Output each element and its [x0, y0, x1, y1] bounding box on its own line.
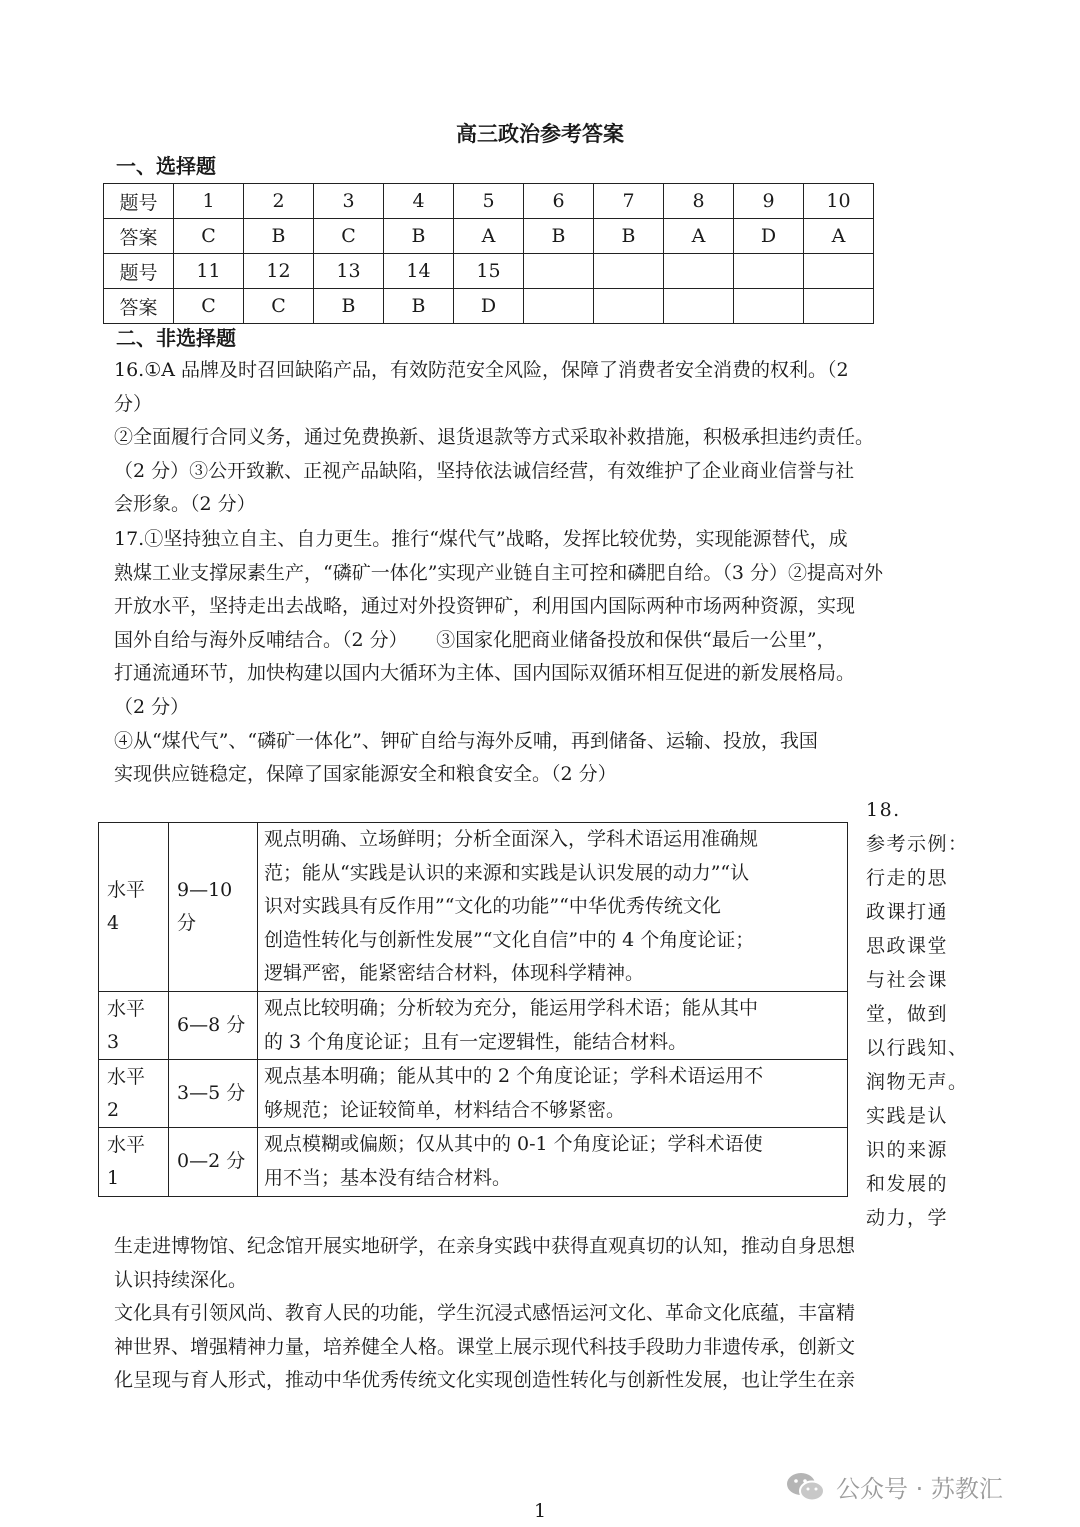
table-cell: C	[244, 289, 314, 324]
text-line: （2 分）	[114, 695, 190, 718]
table-cell: B	[594, 219, 664, 254]
page-number: 1	[533, 1500, 547, 1522]
text-line: 生走进博物馆、纪念馆开展实地研学，在亲身实践中获得直观真切的认知，推动自身思想	[114, 1235, 856, 1257]
text-line: 动力，学	[866, 1207, 949, 1229]
rubric-score: 6—8 分	[169, 991, 258, 1059]
row-header: 题号	[104, 254, 174, 289]
text-line: 行走的思	[866, 867, 949, 889]
text-line: 认识持续深化。	[114, 1268, 248, 1291]
text-line: 熟煤工业支撑尿素生产，“磷矿一体化”实现产业链自主可控和磷肥自给。（3 分）②提高对外	[114, 561, 884, 584]
question-16-answer	[114, 354, 974, 522]
table-cell: B	[384, 289, 454, 324]
rubric-level: 水平 2	[99, 1060, 169, 1128]
row-header: 答案	[104, 289, 174, 324]
table-cell	[664, 289, 734, 324]
text-line: 堂，做到	[866, 1003, 949, 1025]
text-line: ④从“煤代气”、“磷矿一体化”、钾矿自给与海外反哺，再到储备、运输、投放，我国	[114, 729, 818, 752]
table-cell: A	[454, 219, 524, 254]
table-cell: 4	[384, 184, 454, 219]
text-line: 16.①A 品牌及时召回缺陷产品，有效防范安全风险，保障了消费者安全消费的权利。（2	[114, 359, 849, 381]
rubric-score: 0—2 分	[169, 1128, 258, 1196]
table-cell: 14	[384, 254, 454, 289]
row-header: 题号	[104, 184, 174, 219]
rubric-row	[99, 1128, 848, 1196]
table-cell: 3	[314, 184, 384, 219]
table-cell: 7	[594, 184, 664, 219]
table-cell: 8	[664, 184, 734, 219]
text-line: 神世界、增强精神力量，培养健全人格。课堂上展示现代科技手段助力非遗传承，创新文	[114, 1335, 856, 1358]
table-cell	[594, 289, 664, 324]
text-line: 实践是认	[866, 1105, 949, 1127]
text-line: 识的来源	[866, 1139, 949, 1161]
rubric-score: 3—5 分	[169, 1060, 258, 1128]
table-cell	[734, 289, 804, 324]
table-cell: 13	[314, 254, 384, 289]
table-cell	[804, 289, 874, 324]
rubric-row	[99, 1060, 848, 1128]
scoring-rubric-table	[98, 822, 848, 1197]
table-cell: D	[454, 289, 524, 324]
text-line: 以行践知、	[866, 1037, 969, 1059]
table-cell: C	[174, 219, 244, 254]
table-cell: B	[524, 219, 594, 254]
rubric-row	[99, 991, 848, 1059]
text-line: 参考示例：	[866, 833, 969, 855]
table-cell: B	[244, 219, 314, 254]
text-line: 分）	[114, 392, 153, 415]
text-line: 实现供应链稳定，保障了国家能源安全和粮食安全。（2 分）	[114, 763, 617, 786]
text-line: 打通流通环节，加快构建以国内大循环为主体、国内国际双循环相互促进的新发展格局。	[114, 662, 856, 685]
rubric-description: 观点明确、立场鲜明；分析全面深入，学科术语运用准确规 范；能从“实践是认识的来源和实践是认识发展的动力”“认 识对实践具有反作用”“文化的功能”“中华优秀传统文化 创造性转化与创新性发展”“文化自信”中的 4 个角度论证； 逻辑严密，能紧密结合材料，体现科学精神。	[258, 823, 848, 992]
table-cell: B	[384, 219, 454, 254]
table-row	[104, 289, 874, 324]
rubric-description: 观点比较明确；分析较为充分，能运用学科术语；能从其中 的 3 个角度论证；且有一定逻辑性，能结合材料。	[258, 991, 848, 1059]
rubric-description: 观点模糊或偏颇；仅从其中的 0-1 个角度论证；学科术语使 用不当；基本没有结合材料。	[258, 1128, 848, 1196]
text-line: 化呈现与育人形式，推动中华优秀传统文化实现创造性转化与创新性发展，也让学生在亲	[114, 1369, 856, 1392]
table-cell: 9	[734, 184, 804, 219]
table-cell: 5	[454, 184, 524, 219]
table-cell: A	[804, 219, 874, 254]
answer-table	[103, 183, 874, 324]
text-line: （2 分）③公开致歉、正视产品缺陷，坚持依法诚信经营，有效维护了企业商业信誉与社	[114, 459, 855, 482]
rubric-description: 观点基本明确；能从其中的 2 个角度论证；学科术语运用不 够规范；论证较简单，材料结合不够紧密。	[258, 1060, 848, 1128]
table-cell	[594, 254, 664, 289]
table-cell	[524, 289, 594, 324]
text-line: 18.	[866, 799, 901, 821]
table-cell: 15	[454, 254, 524, 289]
rubric-row	[99, 823, 848, 992]
rubric-score: 9—10 分	[169, 823, 258, 992]
row-header: 答案	[104, 219, 174, 254]
table-row	[104, 184, 874, 219]
table-cell: B	[314, 289, 384, 324]
text-line: ②全面履行合同义务，通过免费换新、退货退款等方式采取补救措施，积极承担违约责任。	[114, 426, 875, 449]
table-cell	[664, 254, 734, 289]
text-line: 与社会课	[866, 969, 949, 991]
table-row	[104, 219, 874, 254]
table-row	[104, 254, 874, 289]
table-cell: 6	[524, 184, 594, 219]
text-line: 会形象。（2 分）	[114, 493, 256, 516]
table-cell: A	[664, 219, 734, 254]
rubric-level: 水平 4	[99, 823, 169, 992]
text-line: 开放水平，坚持走出去战略，通过对外投资钾矿，利用国内国际两种市场两种资源，实现	[114, 595, 856, 618]
section-heading-choice: 一、选择题	[116, 154, 216, 178]
text-line: 17.①坚持独立自主、自力更生。推行“煤代气”战略，发挥比较优势，实现能源替代，成	[114, 528, 848, 550]
text-line: 思政课堂	[866, 935, 949, 957]
text-line: 和发展的	[866, 1173, 949, 1195]
table-cell	[734, 254, 804, 289]
table-cell: 12	[244, 254, 314, 289]
table-cell: C	[314, 219, 384, 254]
section-heading-nonchoice: 二、非选择题	[116, 326, 236, 350]
text-line: 润物无声。	[866, 1071, 969, 1093]
question-17-answer	[114, 523, 974, 792]
text-line: 政课打通	[866, 901, 949, 923]
table-cell: 2	[244, 184, 314, 219]
table-cell: D	[734, 219, 804, 254]
table-cell: 10	[804, 184, 874, 219]
watermark-text: 公众号 · 苏教汇	[836, 1475, 1003, 1503]
rubric-level: 水平 3	[99, 991, 169, 1059]
question-18-answer	[114, 1230, 974, 1398]
table-cell: 1	[174, 184, 244, 219]
table-cell: C	[174, 289, 244, 324]
text-line: 国外自给与海外反哺结合。（2 分） ③国家化肥商业储备投放和保供“最后一公里”，	[114, 628, 836, 651]
question-18-side-text	[866, 793, 969, 1235]
table-cell	[804, 254, 874, 289]
rubric-level: 水平 1	[99, 1128, 169, 1196]
table-cell	[524, 254, 594, 289]
text-line: 文化具有引领风尚、教育人民的功能，学生沉浸式感悟运河文化、革命文化底蕴，丰富精	[114, 1302, 856, 1325]
page-title: 高三政治参考答案	[456, 121, 624, 146]
table-cell: 11	[174, 254, 244, 289]
